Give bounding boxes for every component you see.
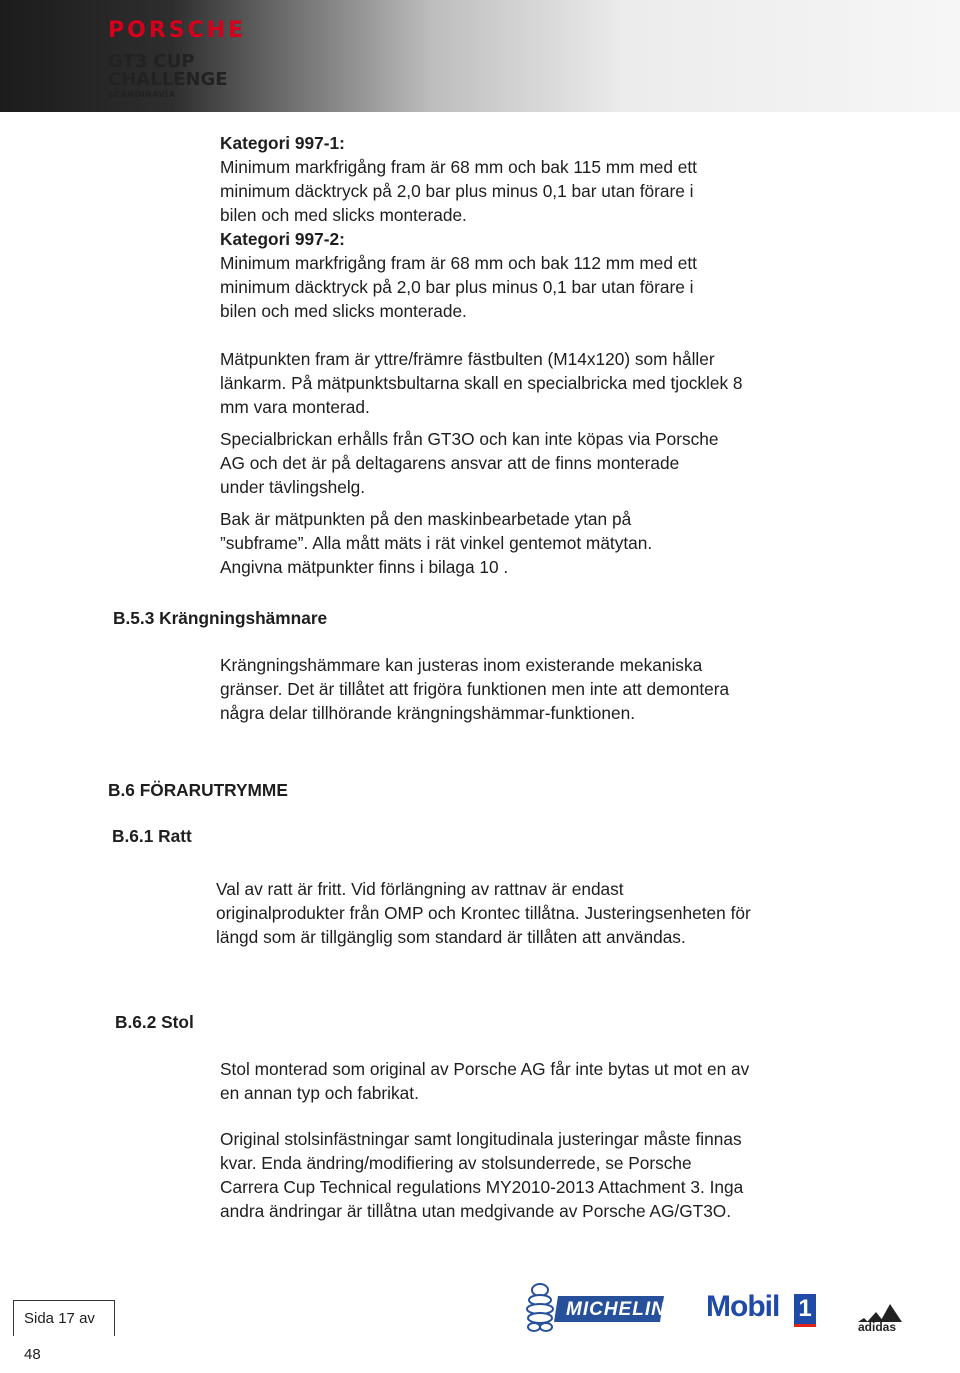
paragraph-line: längd som är tillgänglig som standard är tillåten att användas. [216, 927, 686, 947]
mobil-one-badge: 1 [794, 1294, 816, 1327]
paragraph-line: länkarm. På mätpunktsbultarna skall en specialbricka med tjocklek 8 [220, 373, 743, 393]
seat-paragraph-1 [220, 1057, 749, 1105]
paragraph-line: Mätpunkten fram är yttre/främre fästbulten (M14x120) som håller [220, 349, 715, 369]
page-current: 17 [58, 1310, 75, 1327]
steering-wheel-paragraph [216, 877, 751, 949]
paragraph-line: originalprodukter från OMP och Krontec tillåtna. Justeringsenheten för [216, 903, 751, 923]
paragraph-line: gränser. Det är tillåtet att frigöra funktionen men inte att demontera [220, 679, 730, 699]
paragraph-line: AG och det är på deltagarens ansvar att de finns monterade [220, 453, 680, 473]
paragraph-line: Carrera Cup Technical regulations MY2010-2013 Attachment 3. Inga [220, 1177, 744, 1197]
porsche-logo: PORSCHE [108, 18, 247, 43]
section-heading-b61: B.6.1 Ratt [112, 826, 192, 846]
paragraph-line: minimum däcktryck på 2,0 bar plus minus 0,1 bar utan förare i [220, 181, 694, 201]
paragraph-line: kvar. Enda ändring/modifiering av stolsunderrede, se Porsche [220, 1153, 692, 1173]
page-header [0, 0, 960, 112]
paragraph-line: ”subframe”. Alla mått mäts i rät vinkel gentemot mätytan. [220, 533, 653, 553]
paragraph-line: bilen och med slicks monterade. [220, 301, 467, 321]
page-separator: av [79, 1310, 95, 1327]
section-heading-b53: B.5.3 Krängningshämnare [113, 608, 328, 628]
adidas-logo [852, 1296, 904, 1334]
gt3-cup-logo-text: GT3 CUP [108, 51, 195, 72]
paragraph-line: Specialbrickan erhålls från GT3O och kan inte köpas via Porsche [220, 429, 719, 449]
page-prefix: Sida [24, 1310, 55, 1327]
category-2-title: Kategori 997-2: [220, 229, 345, 249]
adidas-stripes-icon [852, 1296, 904, 1322]
michelin-wordmark: MICHELIN [566, 1299, 666, 1320]
paragraph-line: Krängningshämmare kan justeras inom existerande mekaniska [220, 655, 703, 675]
paragraph-line: Val av ratt är fritt. Vid förlängning av rattnav är endast [216, 879, 624, 899]
adidas-wordmark: adidas [858, 1320, 897, 1334]
section-heading-b62: B.6.2 Stol [115, 1012, 194, 1032]
paragraph-line: under tävlingshelg. [220, 477, 366, 497]
rear-measure-paragraph [220, 507, 652, 579]
paragraph-line: Stol monterad som original av Porsche AG får inte bytas ut mot en av [220, 1059, 750, 1079]
anti-roll-bar-paragraph [220, 653, 729, 725]
scandinavia-logo-text: SCANDINAVIA [108, 90, 176, 99]
seat-paragraph-2 [220, 1127, 743, 1223]
paragraph-line: bilen och med slicks monterade. [220, 205, 467, 225]
paragraph-line: Bak är mätpunkten på den maskinbearbetade ytan på [220, 509, 632, 529]
page-number [13, 1300, 115, 1363]
paragraph-line: några delar tillhörande krängningshämmar-funktionen. [220, 703, 635, 723]
paragraph-line: Original stolsinfästningar samt longitudinala justeringar måste finnas [220, 1129, 742, 1149]
ground-clearance-section [220, 131, 697, 323]
category-1-title: Kategori 997-1: [220, 133, 345, 153]
page-total: 48 [24, 1346, 41, 1363]
paragraph-line: minimum däcktryck på 2,0 bar plus minus 0,1 bar utan förare i [220, 277, 694, 297]
paragraph-line: andra ändringar är tillåtna utan medgivande av Porsche AG/GT3O. [220, 1201, 732, 1221]
paragraph-line: Angivna mätpunkter finns i bilaga 10 . [220, 557, 509, 577]
measure-point-paragraph [220, 347, 743, 419]
mobil-wordmark: Mobil [706, 1290, 780, 1323]
mobil1-logo [706, 1290, 818, 1328]
paragraph-line: en annan typ och fabrikat. [220, 1083, 419, 1103]
special-washer-paragraph [220, 427, 719, 499]
challenge-logo-text: CHALLENGE [108, 69, 228, 90]
paragraph-line: mm vara monterad. [220, 397, 370, 417]
michelin-logo [518, 1280, 664, 1334]
paragraph-line: Minimum markfrigång fram är 68 mm och bak 112 mm med ett [220, 253, 697, 273]
section-heading-b6: B.6 FÖRARUTRYMME [108, 780, 288, 800]
paragraph-line: Minimum markfrigång fram är 68 mm och bak 115 mm med ett [220, 157, 697, 177]
